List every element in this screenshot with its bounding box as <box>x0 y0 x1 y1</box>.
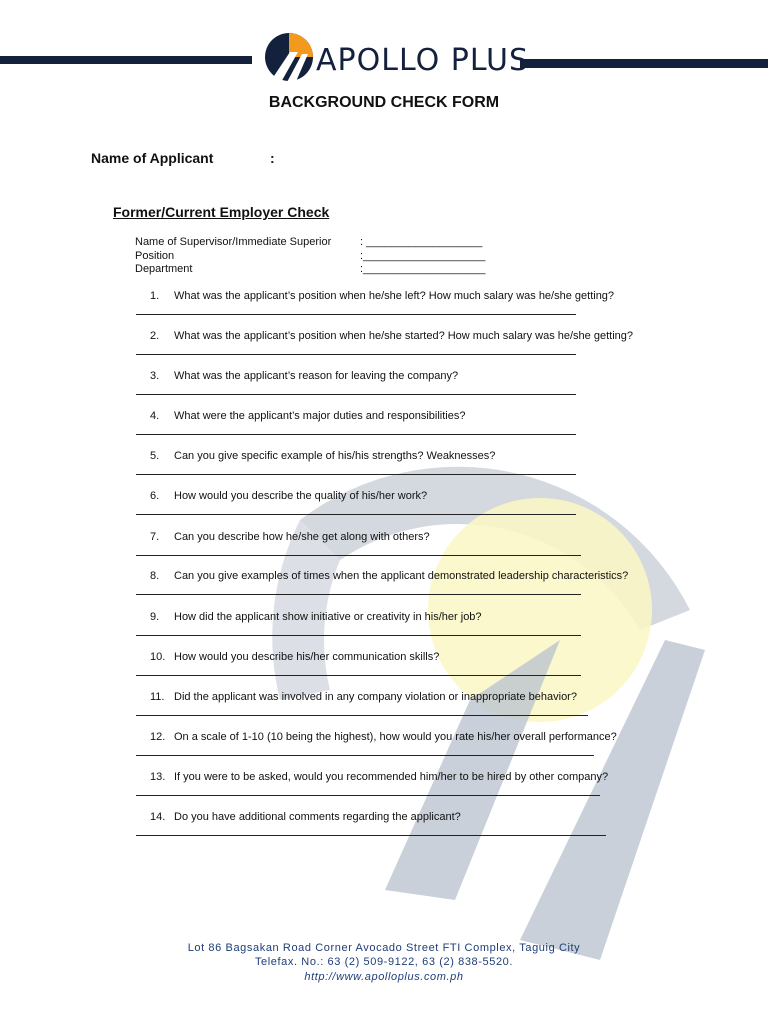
question-item <box>150 731 617 743</box>
position-field[interactable]: :____________________ <box>360 250 486 262</box>
question-text: Can you give specific example of his/his strengths? Weaknesses? <box>174 450 496 462</box>
question-number: 3. <box>150 370 160 382</box>
question-item <box>150 450 495 462</box>
answer-line[interactable] <box>136 835 606 836</box>
question-text: How would you describe the quality of his/her work? <box>174 490 428 502</box>
question-item <box>150 330 633 342</box>
question-number: 14. <box>150 811 166 823</box>
question-item <box>150 811 461 823</box>
question-number: 9. <box>150 611 160 623</box>
supervisor-label: Name of Supervisor/Immediate Superior <box>135 236 332 248</box>
question-text: On a scale of 1-10 (10 being the highest), how would you rate his/her overall performance? <box>174 731 617 743</box>
footer-telefax: Telefax. No.: 63 (2) 509-9122, 63 (2) 838-5520. <box>254 956 514 968</box>
apollo-logo-icon <box>262 30 316 86</box>
question-number: 4. <box>150 410 160 422</box>
applicant-name-colon: : <box>270 150 275 166</box>
header-bar-right <box>520 59 768 68</box>
section-title: Former/Current Employer Check <box>113 204 330 220</box>
question-item <box>150 370 458 382</box>
question-item <box>150 691 577 703</box>
answer-line[interactable] <box>136 795 600 796</box>
question-number: 2. <box>150 330 160 342</box>
question-text: Can you describe how he/she get along with others? <box>174 531 430 543</box>
answer-line[interactable] <box>136 354 576 355</box>
question-item <box>150 651 439 663</box>
answer-line[interactable] <box>136 314 576 315</box>
answer-line[interactable] <box>136 474 576 475</box>
question-text: What was the applicant’s position when he/she left? How much salary was he/she getting? <box>174 290 615 302</box>
question-text: How would you describe his/her communication skills? <box>174 651 440 663</box>
question-number: 8. <box>150 570 160 582</box>
question-text: How did the applicant show initiative or creativity in his/her job? <box>174 611 482 623</box>
question-number: 11. <box>150 691 165 703</box>
question-number: 10. <box>150 651 166 663</box>
question-number: 1. <box>150 290 160 302</box>
answer-line[interactable] <box>136 555 581 556</box>
question-item <box>150 490 427 502</box>
question-text: If you were to be asked, would you recommended him/her to be hired by other company? <box>174 771 609 783</box>
department-field[interactable]: :____________________ <box>360 263 486 275</box>
company-logo <box>262 30 530 86</box>
question-text: What were the applicant’s major duties and responsibilities? <box>174 410 466 422</box>
question-number: 6. <box>150 490 160 502</box>
answer-line[interactable] <box>136 594 581 595</box>
footer-website-link[interactable]: http://www.apolloplus.com.ph <box>304 971 464 983</box>
answer-line[interactable] <box>136 394 576 395</box>
question-text: What was the applicant’s reason for leaving the company? <box>174 370 459 382</box>
answer-line[interactable] <box>136 514 576 515</box>
question-item <box>150 570 628 582</box>
header-bar-left <box>0 56 252 64</box>
question-text: Did the applicant was involved in any company violation or inappropriate behavior? <box>174 691 577 703</box>
applicant-name-label: Name of Applicant <box>91 150 214 166</box>
question-item <box>150 531 430 543</box>
answer-line[interactable] <box>136 434 576 435</box>
brand-name: APOLLO PLUS <box>316 43 530 78</box>
question-number: 12. <box>150 731 166 743</box>
answer-line[interactable] <box>136 755 594 756</box>
answer-line[interactable] <box>136 715 588 716</box>
supervisor-field[interactable]: : ___________________ <box>360 236 483 248</box>
footer-address: Lot 86 Bagsakan Road Corner Avocado Street FTI Complex, Taguig City <box>187 942 581 954</box>
department-label: Department <box>135 263 193 275</box>
question-text: Can you give examples of times when the applicant demonstrated leadership characteristics? <box>174 570 629 582</box>
question-number: 7. <box>150 531 160 543</box>
question-text: What was the applicant’s position when he/she started? How much salary was he/she getting? <box>174 330 633 342</box>
answer-line[interactable] <box>136 675 581 676</box>
position-label: Position <box>135 250 175 262</box>
question-number: 5. <box>150 450 160 462</box>
question-item <box>150 611 482 623</box>
question-number: 13. <box>150 771 166 783</box>
question-item <box>150 410 465 422</box>
question-item <box>150 771 608 783</box>
form-title: BACKGROUND CHECK FORM <box>268 94 500 111</box>
answer-line[interactable] <box>136 635 581 636</box>
question-text: Do you have additional comments regarding the applicant? <box>174 811 461 823</box>
question-item <box>150 290 614 302</box>
